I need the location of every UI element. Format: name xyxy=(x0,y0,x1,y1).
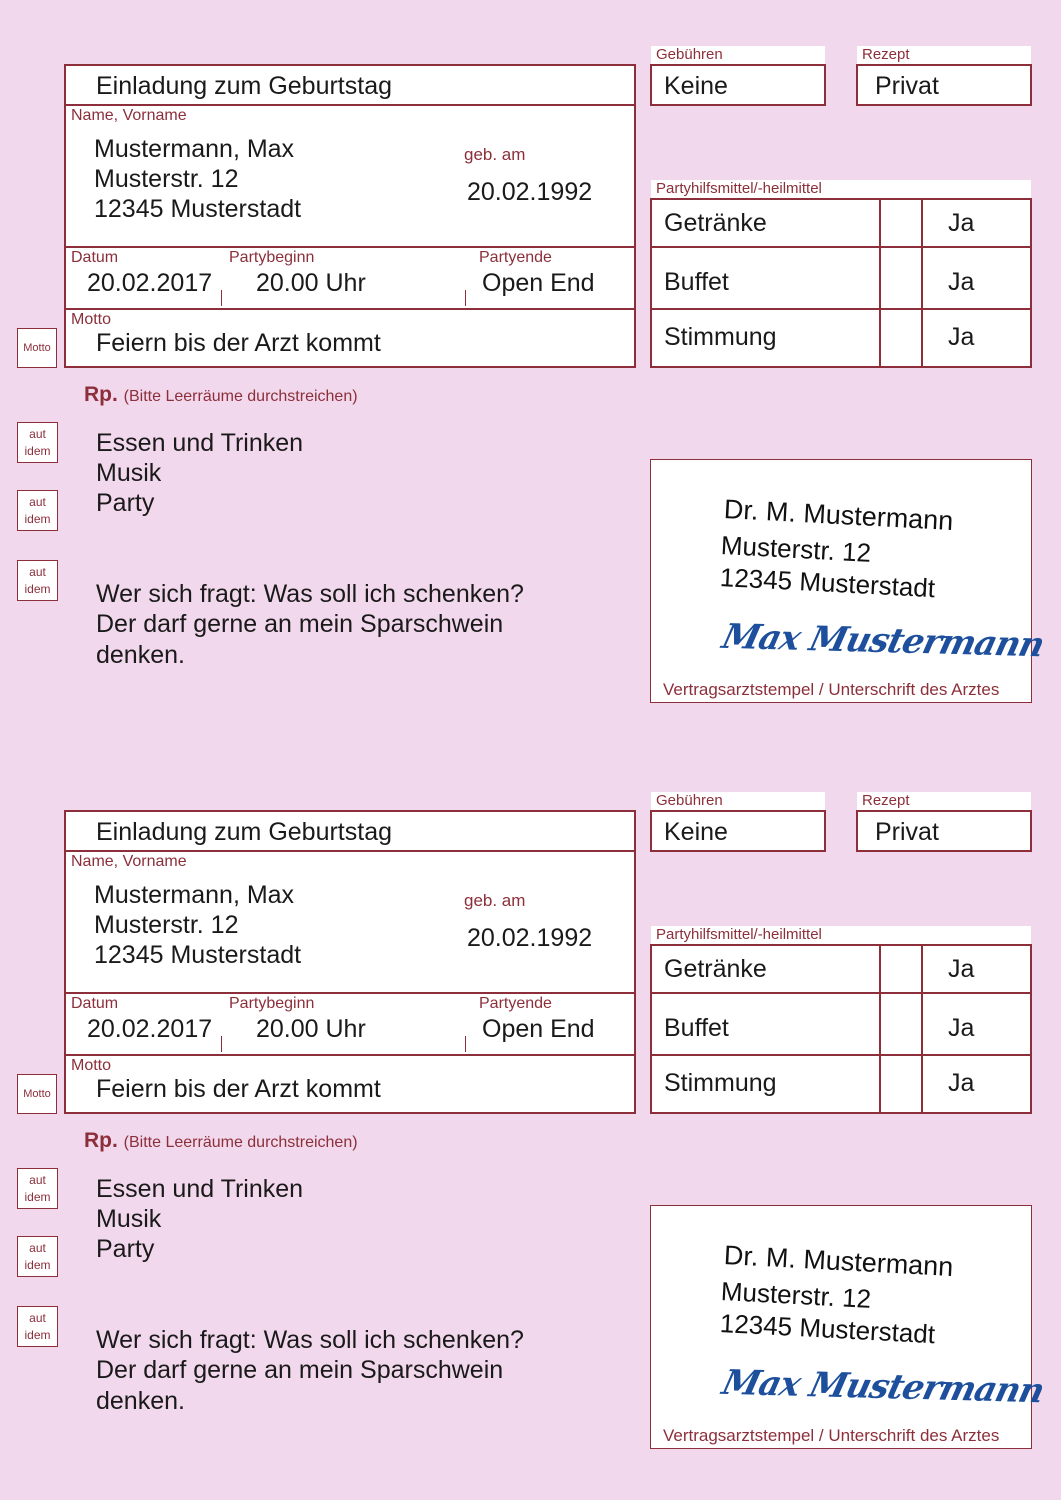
aut-label: aut xyxy=(29,565,46,580)
birthdate-value: 20.02.1992 xyxy=(467,178,593,206)
rezept-value: Privat xyxy=(875,818,939,846)
aut-label: aut xyxy=(29,427,46,442)
rp-label: Rp. xyxy=(84,1129,118,1152)
rp-note: (Bitte Leerräume durchstreichen) xyxy=(123,388,358,405)
hilfsmittel-item: Getränke xyxy=(664,209,767,237)
aut-idem-box xyxy=(17,560,58,601)
patient-street: Musterstr. 12 xyxy=(94,165,239,193)
aut-idem-box xyxy=(17,1168,58,1209)
field-separator xyxy=(465,290,466,306)
partybeginn-value: 20.00 Uhr xyxy=(256,269,366,297)
invitation-title: Einladung zum Geburtstag xyxy=(96,818,393,846)
table-col-divider xyxy=(879,198,881,368)
partyende-label: Partyende xyxy=(479,249,552,266)
datum-label: Datum xyxy=(71,995,119,1012)
rx-line: Essen und Trinken xyxy=(96,1175,304,1203)
divider xyxy=(64,850,636,852)
gift-line: Der darf gerne an mein Sparschwein xyxy=(96,1356,504,1384)
stamp-doctor-name: Dr. M. Mustermann xyxy=(723,1240,955,1282)
hilfsmittel-value: Ja xyxy=(948,209,975,237)
datum-label: Datum xyxy=(71,249,119,266)
idem-label: idem xyxy=(24,1257,51,1272)
partyende-label: Partyende xyxy=(479,995,552,1012)
motto-side-box xyxy=(17,1074,57,1114)
doctor-signature: Max Mustermann xyxy=(718,616,1048,666)
rp-heading xyxy=(84,384,358,405)
stamp-street: Musterstr. 12 xyxy=(720,1276,872,1314)
motto-value: Feiern bis der Arzt kommt xyxy=(96,1075,381,1103)
aut-label: aut xyxy=(29,1311,46,1326)
patient-city: 12345 Musterstadt xyxy=(94,941,302,969)
rp-note: (Bitte Leerräume durchstreichen) xyxy=(123,1134,358,1151)
rx-line: Musik xyxy=(96,1205,162,1233)
rezept-value: Privat xyxy=(875,72,939,100)
aut-idem-box xyxy=(17,1306,58,1347)
stamp-doctor-name: Dr. M. Mustermann xyxy=(723,494,955,536)
hilfsmittel-value: Ja xyxy=(948,323,975,351)
table-col-divider xyxy=(921,198,923,368)
doctor-signature: Max Mustermann xyxy=(718,1362,1048,1412)
motto-label: Motto xyxy=(71,1057,112,1074)
hilfsmittel-item: Buffet xyxy=(664,268,729,296)
rx-line: Essen und Trinken xyxy=(96,429,304,457)
rp-label: Rp. xyxy=(84,383,118,406)
patient-name: Mustermann, Max xyxy=(94,881,295,909)
table-col-divider xyxy=(921,944,923,1114)
patient-name: Mustermann, Max xyxy=(94,135,295,163)
gift-line: Der darf gerne an mein Sparschwein xyxy=(96,610,504,638)
hilfsmittel-value: Ja xyxy=(948,268,975,296)
idem-label: idem xyxy=(24,443,51,458)
datum-value: 20.02.2017 xyxy=(87,269,213,297)
hilfsmittel-item: Stimmung xyxy=(664,1069,777,1097)
hilfsmittel-label: Partyhilfsmittel/-heilmittel xyxy=(656,180,822,197)
rx-line: Party xyxy=(96,489,155,517)
stamp-city: 12345 Musterstadt xyxy=(719,1308,936,1350)
rx-line: Party xyxy=(96,1235,155,1263)
divider xyxy=(64,308,636,310)
motto-side-box xyxy=(17,328,57,368)
hilfsmittel-value: Ja xyxy=(948,1069,975,1097)
stamp-caption: Vertragsarztstempel / Unterschrift des Arztes xyxy=(663,680,1000,699)
datum-value: 20.02.2017 xyxy=(87,1015,213,1043)
hilfsmittel-value: Ja xyxy=(948,955,975,983)
hilfsmittel-label: Partyhilfsmittel/-heilmittel xyxy=(656,926,822,943)
gebuehren-label: Gebühren xyxy=(656,46,723,63)
table-row-divider xyxy=(650,308,1032,310)
hilfsmittel-item: Stimmung xyxy=(664,323,777,351)
table-row-divider xyxy=(650,1054,1032,1056)
name-label: Name, Vorname xyxy=(71,853,187,870)
table-col-divider xyxy=(879,944,881,1114)
birthdate-label: geb. am xyxy=(464,145,526,164)
prescription-form xyxy=(0,746,1061,1492)
divider xyxy=(64,992,636,994)
field-separator xyxy=(221,290,222,306)
rp-heading xyxy=(84,1130,358,1151)
partyende-value: Open End xyxy=(482,269,595,297)
stamp-caption: Vertragsarztstempel / Unterschrift des Arztes xyxy=(663,1426,1000,1445)
table-row-divider xyxy=(650,246,1032,248)
aut-idem-box xyxy=(17,490,58,531)
partyende-value: Open End xyxy=(482,1015,595,1043)
rezept-label: Rezept xyxy=(862,792,910,809)
field-separator xyxy=(465,1036,466,1052)
aut-label: aut xyxy=(29,1173,46,1188)
gebuehren-value: Keine xyxy=(664,72,728,100)
invitation-title: Einladung zum Geburtstag xyxy=(96,72,393,100)
gift-line: Wer sich fragt: Was soll ich schenken? xyxy=(96,580,524,608)
aut-label: aut xyxy=(29,1241,46,1256)
partybeginn-value: 20.00 Uhr xyxy=(256,1015,366,1043)
rx-line: Musik xyxy=(96,459,162,487)
birthdate-value: 20.02.1992 xyxy=(467,924,593,952)
gebuehren-label: Gebühren xyxy=(656,792,723,809)
aut-idem-box xyxy=(17,1236,58,1277)
gift-line: denken. xyxy=(96,641,185,669)
partybeginn-label: Partybeginn xyxy=(229,995,315,1012)
divider xyxy=(64,246,636,248)
stamp-city: 12345 Musterstadt xyxy=(719,562,936,604)
divider xyxy=(64,104,636,106)
motto-side-label: Motto xyxy=(23,1087,51,1100)
rezept-label: Rezept xyxy=(862,46,910,63)
aut-idem-box xyxy=(17,422,58,463)
table-row-divider xyxy=(650,992,1032,994)
patient-street: Musterstr. 12 xyxy=(94,911,239,939)
idem-label: idem xyxy=(24,1189,51,1204)
hilfsmittel-item: Buffet xyxy=(664,1014,729,1042)
gebuehren-value: Keine xyxy=(664,818,728,846)
hilfsmittel-value: Ja xyxy=(948,1014,975,1042)
idem-label: idem xyxy=(24,511,51,526)
prescription-form xyxy=(0,0,1061,746)
field-separator xyxy=(221,1036,222,1052)
aut-label: aut xyxy=(29,495,46,510)
motto-side-label: Motto xyxy=(23,341,51,354)
partybeginn-label: Partybeginn xyxy=(229,249,315,266)
idem-label: idem xyxy=(24,581,51,596)
name-label: Name, Vorname xyxy=(71,107,187,124)
gift-line: denken. xyxy=(96,1387,185,1415)
stamp-street: Musterstr. 12 xyxy=(720,530,872,568)
motto-value: Feiern bis der Arzt kommt xyxy=(96,329,381,357)
idem-label: idem xyxy=(24,1327,51,1342)
divider xyxy=(64,1054,636,1056)
patient-city: 12345 Musterstadt xyxy=(94,195,302,223)
gift-line: Wer sich fragt: Was soll ich schenken? xyxy=(96,1326,524,1354)
birthdate-label: geb. am xyxy=(464,891,526,910)
motto-label: Motto xyxy=(71,311,112,328)
hilfsmittel-item: Getränke xyxy=(664,955,767,983)
